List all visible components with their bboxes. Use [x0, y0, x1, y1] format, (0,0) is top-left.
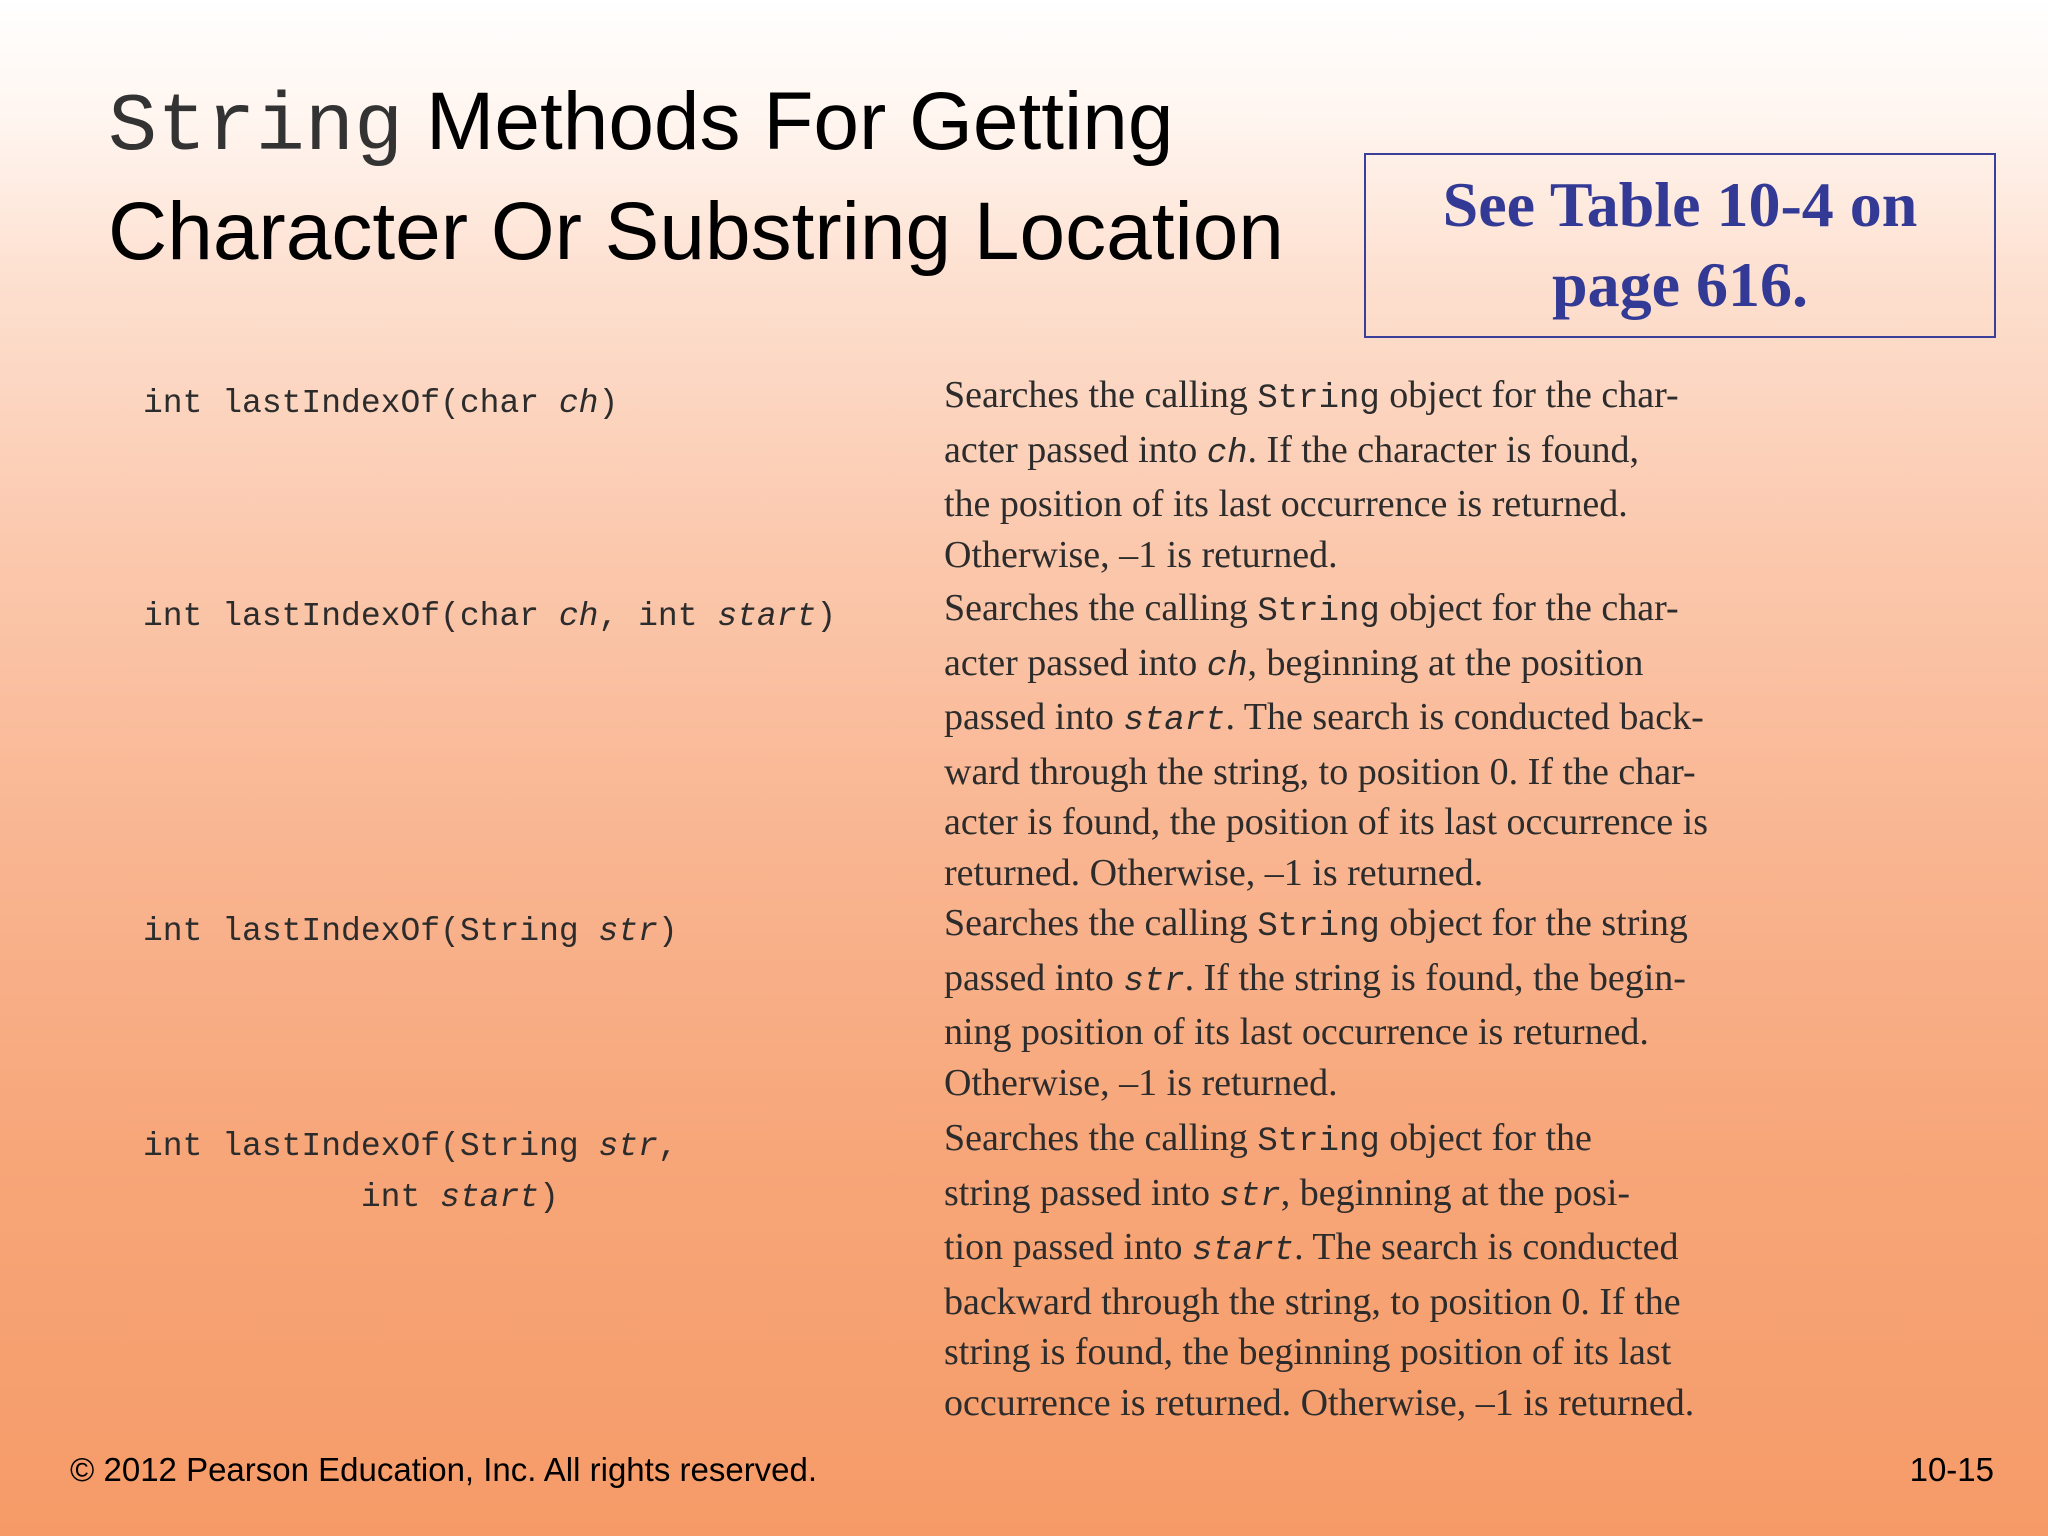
method-row [143, 583, 1843, 898]
method-description: Searches the calling String object for the string passed into str. If the string is found, the begin- ning position of its last occurrence is returned. Otherwise, –1 is returned. [944, 902, 1688, 1104]
copyright-notice: © 2012 Pearson Education, Inc. All rights reserved. [70, 1451, 818, 1488]
slide-title [108, 70, 1408, 284]
method-row [143, 898, 1843, 1113]
slide-number: 10-15 [1909, 1451, 1994, 1488]
method-table [143, 370, 1843, 1424]
code-parameter: start [1192, 1232, 1295, 1270]
method-description: Searches the calling String object for the char- acter passed into ch, beginning at the position passed into start. The search is conducted back- ward through the string, to position 0. If the char- acter is found, the position of its last occurrence is returned. Otherwise, –1 is returned. [944, 587, 1709, 894]
method-signature: int lastIndexOf(String str, int start) [143, 1128, 678, 1216]
callout-line-2: page 616. [1552, 249, 1808, 320]
method-description: Searches the calling String object for the char- acter passed into ch. If the character is found, the position of its last occurrence is returned. Otherwise, –1 is returned. [944, 374, 1679, 576]
code-parameter: str [1123, 962, 1185, 1001]
callout-line-1: See Table 10-4 on [1442, 169, 1918, 240]
code-term: String [1257, 593, 1380, 631]
title-text: Methods For Getting Character Or Substring Location [108, 76, 1284, 277]
method-signature: int lastIndexOf(char ch) [143, 385, 619, 422]
code-parameter: ch [1206, 647, 1248, 686]
method-signature: int lastIndexOf(String str) [143, 913, 678, 950]
code-parameter: start [1123, 702, 1226, 740]
method-description: Searches the calling String object for the string passed into str, beginning at the posi- tion passed into start. The search is conducted backward through the string, to position 0. If the string is found, the beginning position of its last occurrence is returned. Otherwise, –1 is returned. [944, 1117, 1695, 1424]
code-term: String [1257, 908, 1380, 946]
method-row [143, 1113, 1843, 1424]
title-code-word: String [108, 81, 404, 174]
method-row [143, 370, 1843, 583]
code-term: String [1257, 1123, 1380, 1161]
table-reference-callout [1364, 153, 1996, 338]
method-signature: int lastIndexOf(char ch, int start) [143, 598, 837, 635]
code-parameter: str [1219, 1177, 1281, 1216]
code-parameter: ch [1206, 434, 1248, 473]
code-term: String [1257, 380, 1380, 418]
